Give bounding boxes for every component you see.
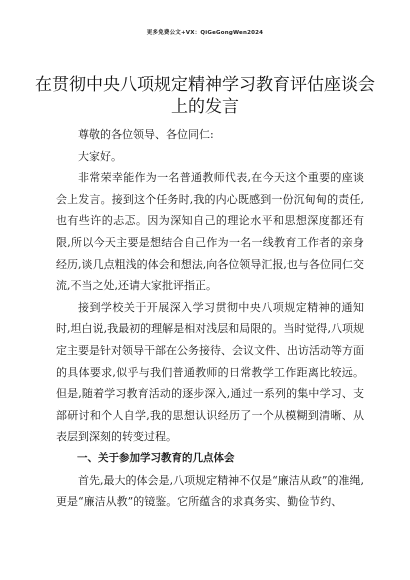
salutation: 尊敬的各位领导、各位同仁: [78,128,214,141]
watermark-text: 更多免费公文+VX：QiGeGongWen2024 [146,30,264,36]
section-paragraph: 首先,最大的体会是,八项规定精神不仅是“廉洁从政”的准绳,更是“廉洁从教”的镜鉴。它所蕴含的求真务实、勤俭节约、 [56,473,364,509]
body-paragraph: 非常荣幸能作为一名普通教师代表,在今天这个重要的座谈会上发言。接到这个任务时,我的内心既感到一份沉甸甸的责任,也有些许的忐忑。因为深知自己的理论水平和思想深度都还有限,所以今天主要是想结合自己作为一名一线教育工作者的亲身经历,谈几点粗浅的体会和想法,向各位领导汇报,也与各位同仁交流,不当之处,还请大家批评指正。 [56,171,364,293]
body-paragraph: 接到学校关于开展深入学习贯彻中央八项规定精神的通知时,坦白说,我最初的理解是相对浅层和局限的。当时觉得,八项规定主要是针对领导干部在公务接待、会议文件、出访活动等方面的具体要求,似乎与我们普通教师的日常教学工作距离比较远。但是,随着学习教育活动的逐步深入,通过一系列的集中学习、支部研讨和个人自学,我的思想认识经历了一个从模糊到清晰、从表层到深刻的转变过程。 [56,300,364,444]
document-title: 在贯彻中央八项规定精神学习教育评估座谈会上的发言 [35,75,375,117]
section-heading: 一、关于参加学习教育的几点体会 [77,451,235,464]
greeting: 大家好。 [78,149,122,163]
document-body [56,124,364,513]
